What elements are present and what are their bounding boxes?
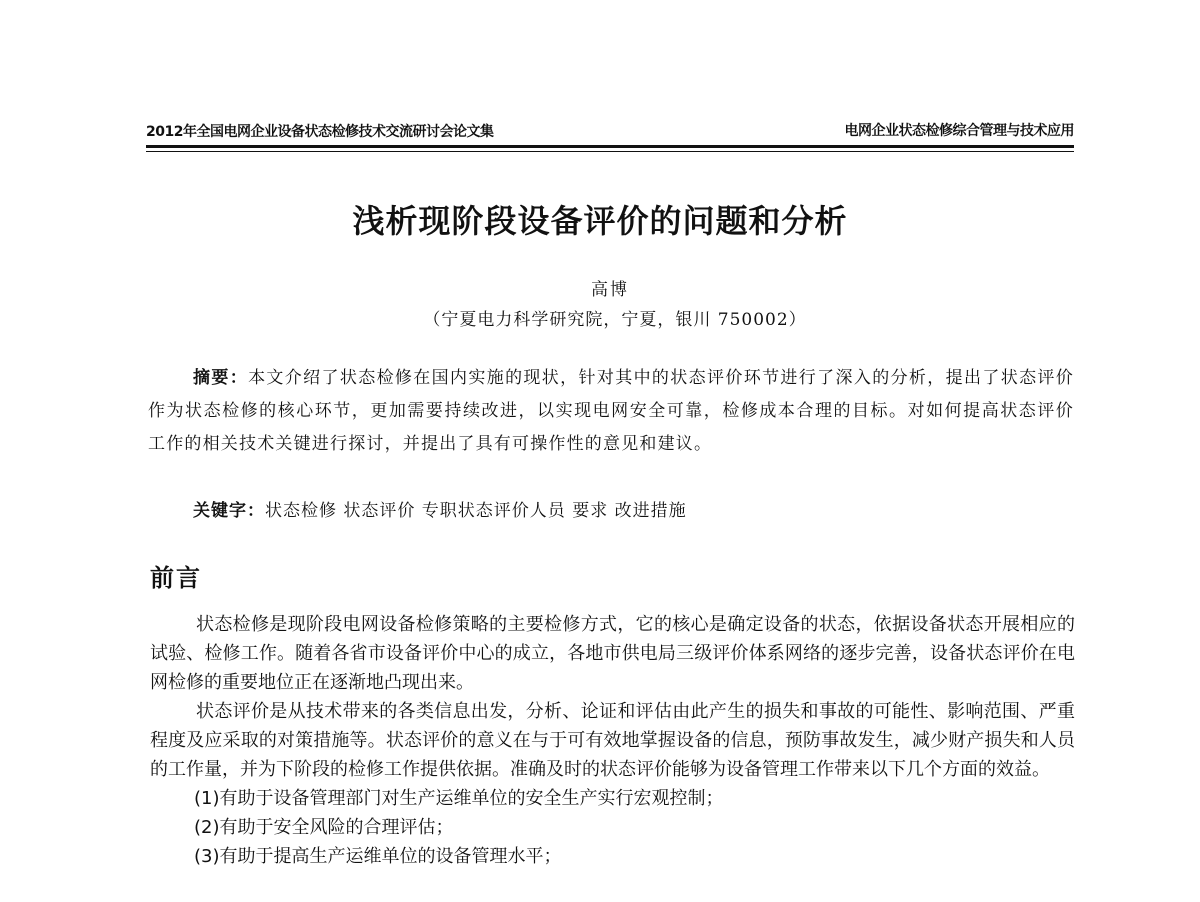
keywords-text: 状态检修 状态评价 专职状态评价人员 要求 改进措施 [265, 501, 687, 521]
keywords [193, 496, 1073, 521]
header-rule-thin [146, 151, 1074, 152]
paragraph: 状态评价是从技术带来的各类信息出发，分析、论证和评估由此产生的损失和事故的可能性、影响范围、严重程度及应采取的对策措施等。状态评价的意义在与于可有效地掌握设备的信息，预防事故发生，减少财产损失和人员的工作量，并为下阶段的检修工作提供依据。准确及时的状态评价能够为设备管理工作带来以下几个方面的效益。 [150, 701, 1075, 780]
section-heading: 前言 [150, 564, 202, 592]
paper-title: 浅析现阶段设备评价的问题和分析 [352, 202, 848, 240]
abstract-text: 本文介绍了状态检修在国内实施的现状，针对其中的状态评价环节进行了深入的分析，提出了状态评价作为状态检修的核心环节，更加需要持续改进，以实现电网安全可靠，检修成本合理的目标。对如何提高状态评价工作的相关技术关键进行探讨，并提出了具有可操作性的意见和建议。 [148, 368, 1074, 454]
keywords-label: 关键字： [193, 501, 265, 521]
running-header [146, 117, 1074, 143]
section-body [150, 610, 1075, 871]
list-item: (3)有助于提高生产运维单位的设备管理水平； [194, 846, 562, 867]
author: 高博 [591, 280, 629, 300]
abstract-label: 摘要： [193, 368, 249, 388]
paragraph: 状态检修是现阶段电网设备检修策略的主要检修方式，它的核心是确定设备的状态，依据设备状态开展相应的试验、检修工作。随着各省市设备评价中心的成立，各地市供电局三级评价体系网络的逐步完善，设备状态评价在电网检修的重要地位正在逐渐地凸现出来。 [150, 614, 1075, 693]
header-rule [146, 145, 1074, 148]
header-proceedings-title: 2012年全国电网企业设备状态检修技术交流研讨会论文集 [146, 124, 494, 140]
list-item: (2)有助于安全风险的合理评估； [194, 817, 454, 838]
abstract [148, 362, 1074, 461]
header-section-title: 电网企业状态检修综合管理与技术应用 [844, 123, 1074, 139]
list-item: (1)有助于设备管理部门对生产运维单位的安全生产实行宏观控制； [194, 788, 724, 809]
affiliation: （宁夏电力科学研究院，宁夏，银川 750002） [423, 310, 807, 330]
